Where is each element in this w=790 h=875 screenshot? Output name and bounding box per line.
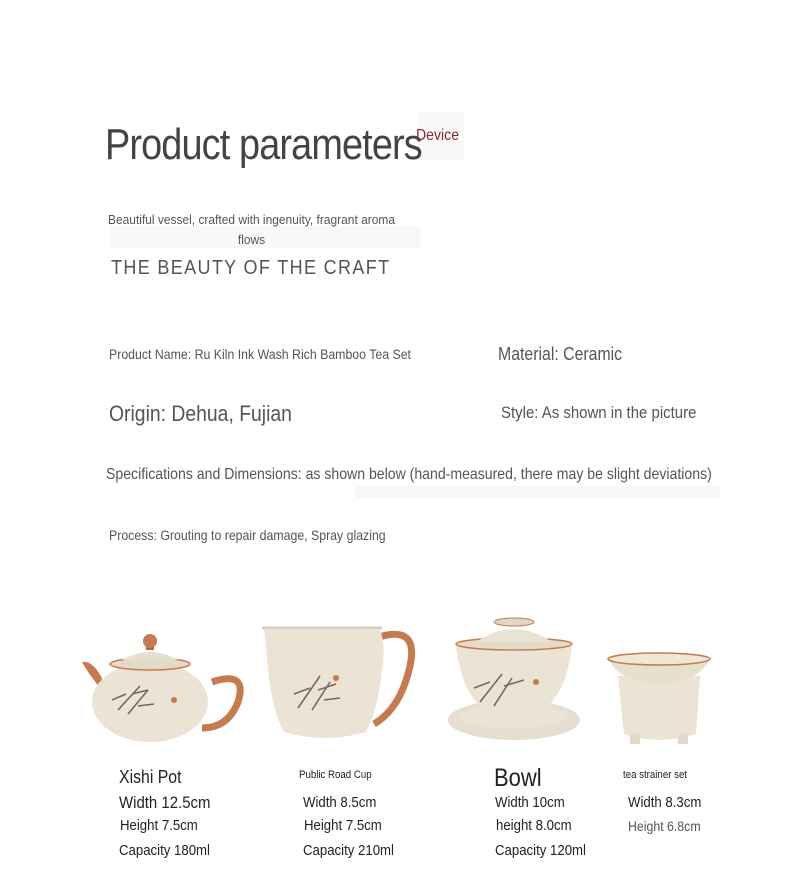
item-name: tea strainer set xyxy=(623,769,688,781)
product-name: Product Name: Ru Kiln Ink Wash Rich Bamboo Tea Set xyxy=(109,346,411,362)
item-capacity: Capacity 180ml xyxy=(119,842,210,859)
material: Material: Ceramic xyxy=(498,344,623,364)
item-name: Xishi Pot xyxy=(119,767,182,787)
teapot-image xyxy=(78,630,248,745)
category-badge: Device xyxy=(416,127,460,144)
item-width: Width 8.3cm xyxy=(628,794,702,811)
item-name: Bowl xyxy=(494,764,542,792)
item-height: Height 7.5cm xyxy=(304,817,382,834)
faint-band xyxy=(355,486,720,498)
item-name: Public Road Cup xyxy=(299,769,372,781)
section-subtitle: THE BEAUTY OF THE CRAFT xyxy=(111,257,391,279)
style: Style: As shown in the picture xyxy=(501,403,697,422)
tagline: Beautiful vessel, crafted with ingenuity, fragrant aroma flows xyxy=(108,212,395,247)
item-width: Width 10cm xyxy=(495,794,565,811)
bowl-image xyxy=(444,616,584,746)
item-capacity: Capacity 210ml xyxy=(303,842,394,859)
item-width: Width 12.5cm xyxy=(119,793,211,812)
item-height: Height 6.8cm xyxy=(628,818,701,834)
item-width: Width 8.5cm xyxy=(303,794,377,811)
item-height: Height 7.5cm xyxy=(120,817,198,834)
item-height: height 8.0cm xyxy=(496,817,572,834)
specifications-note: Specifications and Dimensions: as shown below (hand-measured, there may be slight deviations) xyxy=(106,466,712,483)
tea-strainer-image xyxy=(604,650,714,748)
process: Process: Grouting to repair damage, Spray glazing xyxy=(109,527,386,543)
page-title: Product parameters xyxy=(105,120,422,169)
pitcher-image xyxy=(258,620,423,745)
item-capacity: Capacity 120ml xyxy=(495,842,586,859)
origin: Origin: Dehua, Fujian xyxy=(109,401,292,426)
